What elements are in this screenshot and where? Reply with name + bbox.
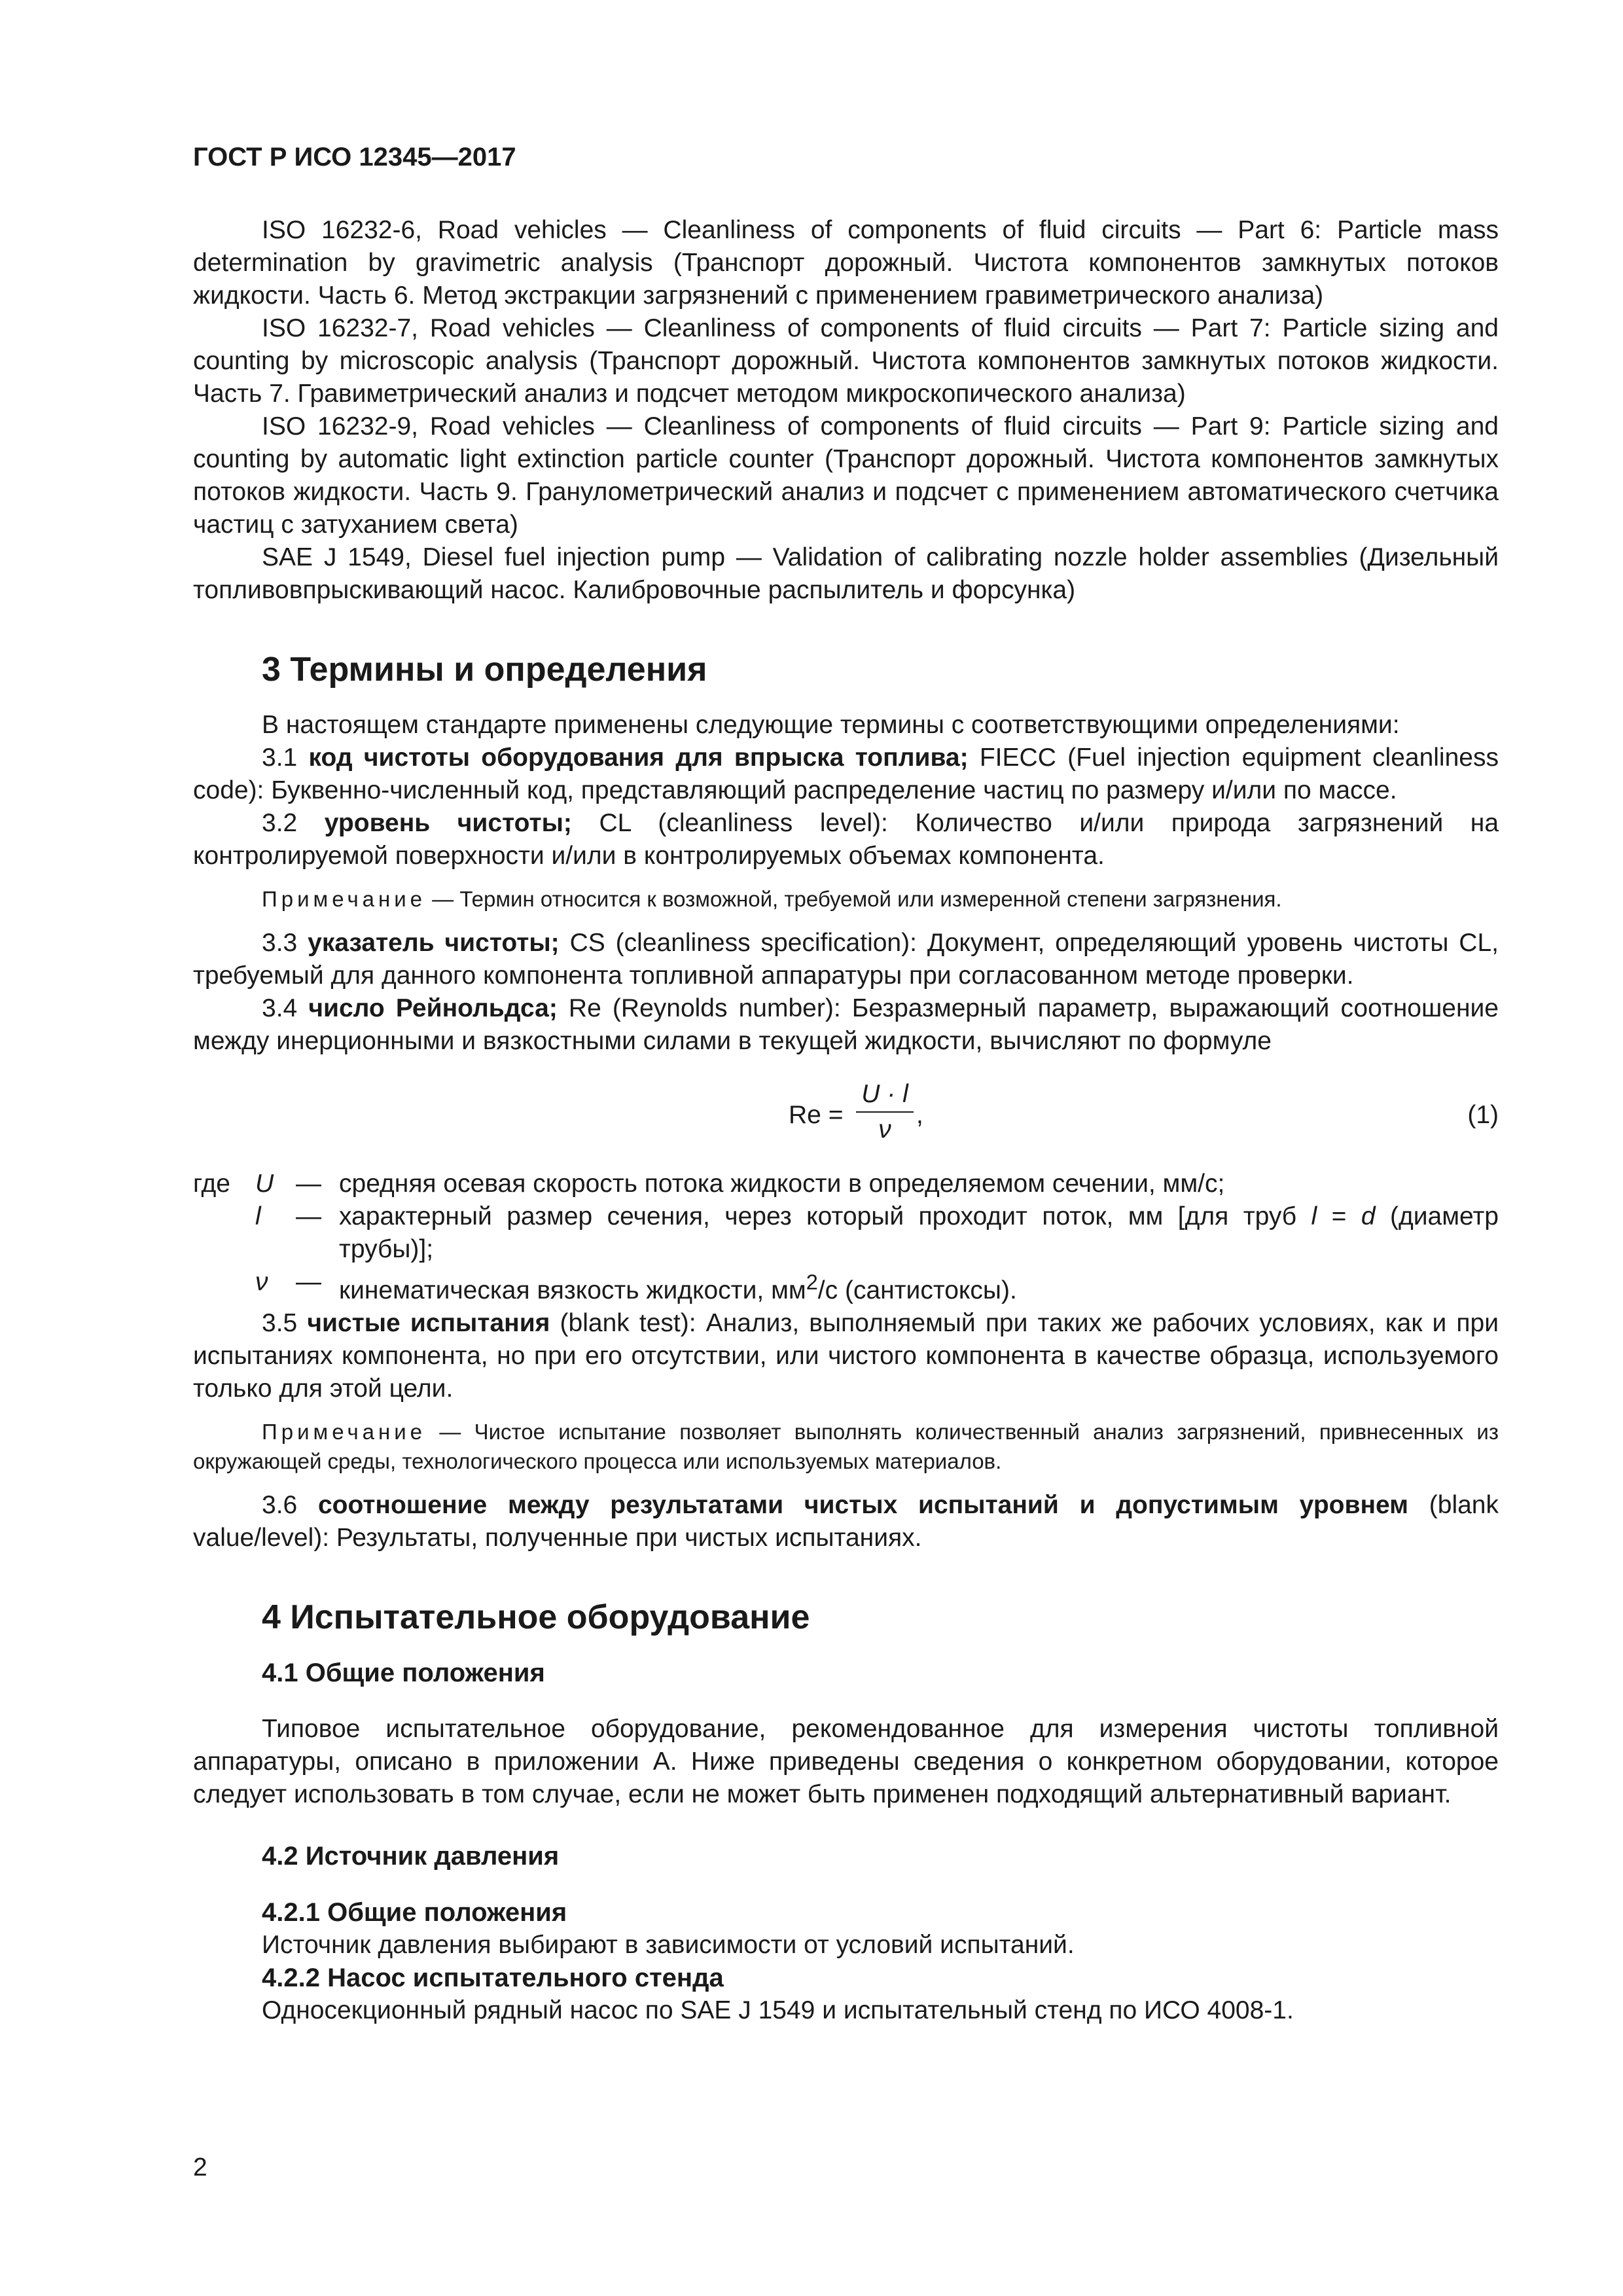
term-number: 3.6 bbox=[262, 1491, 318, 1519]
note-label: Примечание bbox=[262, 887, 427, 911]
symbol-d: d bbox=[1361, 1202, 1376, 1230]
where-text-part: (диаметр трубы)]; bbox=[339, 1202, 1499, 1263]
subsection-4-2-1-title: 4.2.1 Общие положения bbox=[262, 1898, 567, 1927]
note-3-5 bbox=[193, 1417, 1499, 1476]
fraction-bar bbox=[856, 1111, 914, 1113]
term-definition: (blank test): Анализ, выполняемый при таких же рабочих условиях, как и при испытаниях компонента, но при его отсутствии, или чистого компонента в качестве образца, используемого только для этой цели. bbox=[193, 1309, 1499, 1403]
term-definition: FIECC (Fuel injection equipment cleanliness code): Буквенно-численный код, представляющий распределение частиц по размеру и/или по массе. bbox=[193, 744, 1499, 804]
reference-sae-j-1549: SAE J 1549, Diesel fuel injection pump — Validation of calibrating nozzle holder assemblies (Дизельный топливовпрыскивающий насос. Калибровочные распылитель и форсунка) bbox=[193, 543, 1499, 604]
where-dash: — bbox=[296, 1170, 321, 1198]
term-name: код чистоты оборудования для впрыска топлива; bbox=[308, 744, 969, 772]
formula-denominator: ν bbox=[878, 1115, 891, 1143]
term-3-6 bbox=[193, 1489, 1499, 1554]
note-label: Примечание bbox=[262, 1420, 427, 1444]
reference-iso-16232-9: ISO 16232-9, Road vehicles — Cleanliness of components of fluid circuits — Part 9: Particle sizing and counting by automatic light extinction particle counter (Транспорт дорожный. Чистота компонентов замкнутых потоков жидкости. Часть 9. Гранулометрический анализ и подсчет с применением автоматического счетчика частиц с затуханием света) bbox=[193, 412, 1499, 539]
formula-number: (1) bbox=[1467, 1101, 1499, 1129]
note-text: — Термин относится к возможной, требуемой или измеренной степени загрязнения. bbox=[426, 887, 1282, 911]
formula-fraction bbox=[856, 1079, 914, 1145]
term-3-3 bbox=[193, 927, 1499, 992]
term-definition: CL (cleanliness level): Количество и/или природа загрязнений на контролируемой поверхности и/или в контролируемых объемах компонента. bbox=[193, 809, 1499, 870]
where-spacer bbox=[193, 1200, 255, 1266]
term-number: 3.5 bbox=[262, 1309, 308, 1337]
where-item-u bbox=[193, 1168, 1499, 1200]
where-text-part: кинематическая вязкость жидкости, мм bbox=[339, 1276, 806, 1304]
where-symbol: U bbox=[255, 1170, 274, 1198]
document-header: ГОСТ Р ИСО 12345—2017 bbox=[193, 143, 516, 171]
where-item-nu bbox=[193, 1266, 1499, 1307]
symbol-l: l bbox=[1311, 1202, 1317, 1230]
term-definition: Re (Reynolds number): Безразмерный параметр, выражающий соотношение между инерционными и вязкостными силами в текущей жидкости, вычисляют по формуле bbox=[193, 994, 1499, 1055]
superscript: 2 bbox=[806, 1270, 818, 1294]
where-item-l bbox=[193, 1200, 1499, 1266]
where-symbol: ν bbox=[255, 1268, 268, 1296]
term-number: 3.1 bbox=[262, 744, 309, 772]
where-prefix: где bbox=[193, 1170, 230, 1198]
where-text: средняя осевая скорость потока жидкости в определяемом сечении, мм/с; bbox=[339, 1170, 1225, 1198]
where-text-part: характерный размер сечения, через который проходит поток, мм [для труб bbox=[339, 1202, 1311, 1230]
where-text bbox=[339, 1200, 1499, 1266]
page-number: 2 bbox=[193, 2153, 207, 2181]
subsection-4-2-2-title: 4.2.2 Насос испытательного стенда bbox=[262, 1964, 724, 1992]
reference-iso-16232-7: ISO 16232-7, Road vehicles — Cleanliness of components of fluid circuits — Part 7: Particle sizing and counting by microscopic analysis (Транспорт дорожный. Чистота компонентов замкнутых потоков жидкости. Часть 7. Гравиметрический анализ и подсчет методом микроскопического анализа) bbox=[193, 314, 1499, 408]
formula-1 bbox=[193, 1079, 1499, 1152]
note-3-2 bbox=[193, 884, 1499, 914]
note-text: — Чистое испытание позволяет выполнять количественный анализ загрязнений, привнесенных из окружающей среды, технологического процесса или используемых материалов. bbox=[193, 1420, 1499, 1473]
where-dash: — bbox=[296, 1202, 321, 1230]
page-content bbox=[193, 143, 1499, 2027]
term-3-5 bbox=[193, 1307, 1499, 1405]
term-3-2 bbox=[193, 807, 1499, 872]
formula-lhs: Re = bbox=[789, 1101, 844, 1129]
term-name: чистые испытания bbox=[307, 1309, 550, 1337]
term-number: 3.4 bbox=[262, 994, 309, 1022]
term-definition: CS (cleanliness specification): Документ, определяющий уровень чистоты CL, требуемый для данного компонента топливной аппаратуры при согласованном методе проверки. bbox=[193, 929, 1499, 990]
equals-sign: = bbox=[1317, 1202, 1361, 1230]
section-3-title: 3 Термины и определения bbox=[262, 651, 707, 689]
term-name: указатель чистоты; bbox=[308, 929, 560, 957]
formula-numerator: U · l bbox=[861, 1080, 908, 1108]
term-3-1 bbox=[193, 742, 1499, 807]
subsection-4-2-2-text: Односекционный рядный насос по SAE J 1549 и испытательный стенд по ИСО 4008-1. bbox=[262, 1996, 1294, 2024]
section-3-intro: В настоящем стандарте применены следующие термины с соответствующими определениями: bbox=[262, 711, 1400, 739]
term-name: соотношение между результатами чистых испытаний и допустимым уровнем bbox=[317, 1491, 1409, 1519]
where-dash: — bbox=[296, 1268, 321, 1296]
subsection-4-1-title: 4.1 Общие положения bbox=[262, 1659, 545, 1687]
term-3-4 bbox=[193, 992, 1499, 1058]
reference-iso-16232-6: ISO 16232-6, Road vehicles — Cleanliness of components of fluid circuits — Part 6: Particle mass determination by gravimetric analysis (Транспорт дорожный. Чистота компонентов замкнутых потоков жидкости. Часть 6. Метод экстракции загрязнений с применением гравиметрического анализа) bbox=[193, 216, 1499, 310]
term-number: 3.2 bbox=[262, 809, 325, 837]
where-spacer bbox=[193, 1266, 255, 1307]
formula-comma: , bbox=[916, 1101, 923, 1129]
term-definition: (blank value/level): Результаты, полученные при чистых испытаниях. bbox=[193, 1491, 1499, 1552]
term-number: 3.3 bbox=[262, 929, 308, 957]
where-text bbox=[339, 1266, 1499, 1307]
subsection-4-2-title: 4.2 Источник давления bbox=[262, 1842, 560, 1871]
subsection-4-2-1-text: Источник давления выбирают в зависимости от условий испытаний. bbox=[262, 1931, 1075, 1959]
where-symbol: l bbox=[255, 1202, 261, 1230]
section-4-title: 4 Испытательное оборудование bbox=[262, 1598, 810, 1636]
where-text-part: /с (сантистоксы). bbox=[817, 1276, 1017, 1304]
term-name: число Рейнольдса; bbox=[308, 994, 558, 1022]
term-name: уровень чистоты; bbox=[324, 809, 572, 837]
subsection-4-1-text: Типовое испытательное оборудование, рекомендованное для измерения чистоты топливной аппаратуры, описано в приложении А. Ниже приведены сведения о конкретном оборудовании, которое следует использовать в том случае, если не может быть применен подходящий альтернативный вариант. bbox=[193, 1715, 1499, 1808]
